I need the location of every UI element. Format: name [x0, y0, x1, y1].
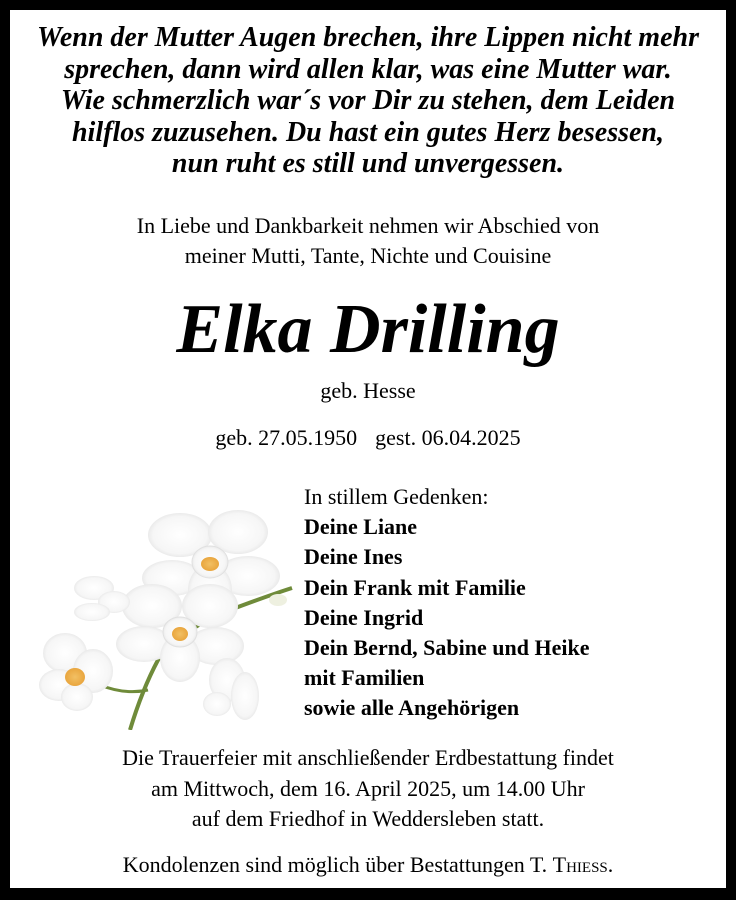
- birth-date: geb. 27.05.1950: [215, 425, 358, 450]
- life-dates: [10, 423, 726, 453]
- intro-text: [10, 211, 726, 271]
- funeral-service-info: [10, 743, 726, 835]
- poem-line: Wie schmerzlich war´s vor Dir zu stehen, dem Leiden: [60, 85, 676, 116]
- mourner-name: Deine Ingrid: [304, 604, 424, 630]
- funeral-home-name: Thieß.: [552, 852, 614, 877]
- poem-line: sprechen, dann wird allen klar, was eine Mutter war.: [64, 53, 672, 85]
- obituary-card: [10, 10, 726, 888]
- birth-name: geb. Hesse: [320, 378, 416, 403]
- mourner-name: Dein Bernd, Sabine und Heike: [304, 635, 590, 661]
- poem-line: Wenn der Mutter Augen brechen, ihre Lippen nicht mehr: [37, 22, 699, 53]
- poem-line: nun ruht es still und unvergessen.: [171, 148, 565, 179]
- mourners-list: [304, 482, 589, 724]
- mourner-name: sowie alle Angehörigen: [304, 695, 520, 721]
- mourners-heading: In stillem Gedenken:: [304, 484, 489, 509]
- intro-line: In Liebe und Dankbarkeit nehmen wir Abschied von: [136, 213, 600, 238]
- death-date: gest. 06.04.2025: [375, 425, 521, 450]
- poem-line: hilflos zuzusehen. Du hast ein gutes Herz besessen,: [71, 116, 664, 148]
- service-line: Die Trauerfeier mit anschließender Erdbestattung findet: [122, 745, 614, 770]
- intro-line: meiner Mutti, Tante, Nichte und Couisine: [184, 243, 552, 268]
- service-line: auf dem Friedhof in Weddersleben statt.: [191, 806, 545, 831]
- mourner-name: Deine Ines: [304, 544, 403, 570]
- condolence-note: [10, 850, 726, 880]
- poem: [10, 22, 726, 180]
- condolence-text: Kondolenzen sind möglich über Bestattungen T.: [122, 852, 548, 877]
- service-line: am Mittwoch, dem 16. April 2025, um 14.00 Uhr: [151, 775, 585, 801]
- mourner-name: Deine Liane: [304, 514, 418, 540]
- orchid-icon: [30, 490, 300, 730]
- mourner-name: mit Familien: [304, 665, 425, 691]
- mourner-name: Dein Frank mit Familie: [304, 574, 526, 600]
- deceased-name: Elka Drilling: [176, 291, 560, 368]
